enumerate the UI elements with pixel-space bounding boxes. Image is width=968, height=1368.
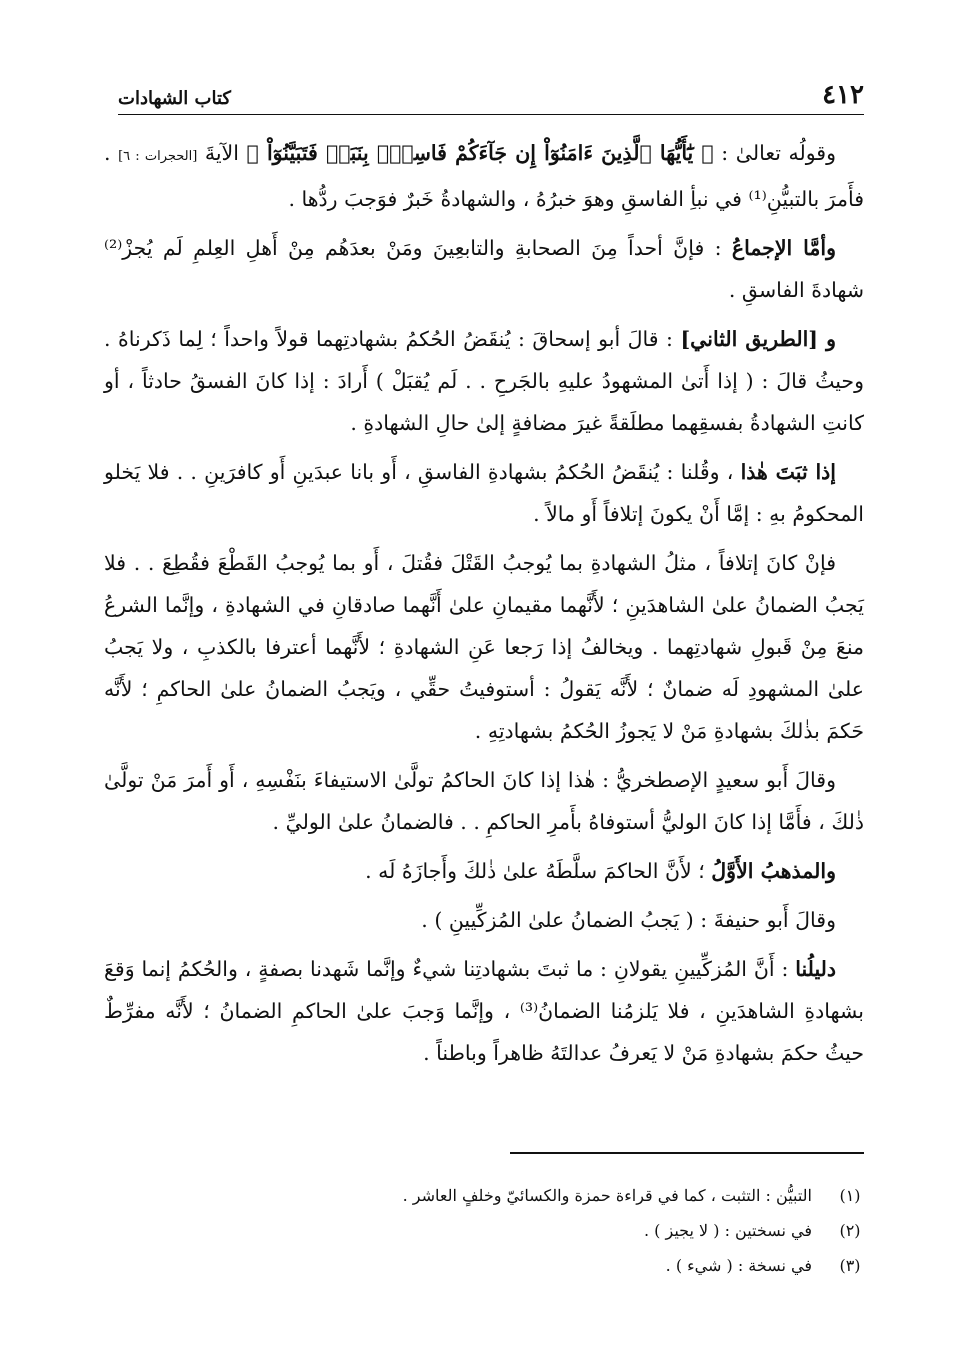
paragraph-quran-verse (104, 132, 864, 220)
footnote-divider (510, 1152, 864, 1154)
paragraph-ijma (104, 227, 864, 311)
footnote-number: (١) (839, 1186, 861, 1205)
book-title: كتاب الشهادات (118, 88, 231, 109)
paragraph-text: : أَنَّ المُزكِّيينِ يقولانِ : ما ثبتَ بشهادتِنا شيءٌ وإنَّما شَهدنا بصفةٍ ، والحُكمُ إنما وَقعَ بشهادةِ الشاهدَينِ ، فلا يَلزمُنا الضمانُ⁽³⁾ ، وإنَّما وَجبَ علىٰ الحاكمِ الضمانُ ؛ لأَنَّه مفرِّطٌ حيثُ حكمَ بشهادةِ مَنْ لا يَعرفُ عدالتَهُ ظاهراً وباطناً . (104, 957, 864, 1065)
paragraph-text: وقالَ أَبو حنيفةَ : ( يَجبُ الضمانُ علىٰ المُزكِّيينِ ) . (421, 908, 836, 932)
paragraph-lead: إذا ثبَتَ هٰذا (740, 460, 836, 484)
paragraph-text: فإنْ كانَ إتلافاً ، مثلُ الشهادةِ بما يُوجبُ القَتْلَ فقُتلَ ، أَو بما يُوجبُ القَطْعَ فقُطِعَ . . فلا يَجبُ الضمانُ علىٰ الشاهدَينِ ؛ لأَنَّهما مقيمانِ علىٰ أَنَّهما صادقانِ في الشهادةِ ، وإنَّما الشرعُ منعَ مِنْ قَبولِ شهادتِهما . ويخالفُ إذا رَجعا عَنِ الشهادةِ ؛ لأَنَّهما أعترفا بالكذبِ ، ولا يَجبُ علىٰ المشهودِ لَه ضمانٌ ؛ لأَنَّه يَقولُ : أستوفيتُ حقِّي ، ويَجبُ الضمانُ علىٰ الحاكمِ ؛ لأَنَّه حَكمَ بذٰلكَ بشهادةِ مَنْ لا يَجوزُ الحُكمُ بشهادتِهِ . (104, 551, 864, 743)
footnote-text: في نسختين : ( لا يجيز ) . (644, 1221, 812, 1240)
paragraph-lead: دليلُنا (795, 957, 836, 981)
footnote-item (104, 1213, 864, 1248)
paragraph-text: . فأَمرَ بالتبيُّنِ⁽¹⁾ في نبأِ الفاسقِ وهوَ خبرُهُ ، والشهادةُ خَبرٌ فوَجبَ ردُّها . (104, 141, 864, 211)
footnote-item (104, 1178, 864, 1213)
paragraph-evidence (104, 948, 864, 1074)
paragraph-istakhri (104, 759, 864, 843)
footnote-text: التبيُّن : التثبت ، كما في قراءة حمزة والكسائيّ وخلفٍ العاشر . (402, 1186, 812, 1205)
paragraph-text: : قالَ أبو إسحاقَ : يُنقَضُ الحُكمُ بشهادتِهما قولاً واحداً ؛ لِما ذَكرناهُ . وحيثُ قالَ : ( إذا أَتىٰ المشهودُ عليهِ بالجَرحِ . . لَم يُقبَلْ ) أَرادَ : إذا كانَ الفسقُ حادثاً ، أو كانتِ الشهادةُ بفسقِهما مطلَقةً غيرَ مضافةٍ إلىٰ حالِ الشهادةِ . (104, 327, 864, 435)
quran-verse: ﴿ يَٰٓأَيُّهَا ٱلَّذِينَ ءَامَنُوٓاْ إِن جَآءَكُمْ فَاسِقٌۢ بِنَبَإٖ فَتَبَيَّنُوٓاْ ﴾ (246, 141, 714, 165)
paragraph-if-established (104, 451, 864, 535)
paragraph-text: : فإنَّ أحداً مِنَ الصحابةِ والتابعِينَ ومَنْ بعدَهُم مِنْ أَهلِ العِلمِ لَم يُجزْ⁽²⁾ شهادةَ الفاسقِ . (104, 236, 864, 302)
verse-tag: الآيةَ (197, 141, 247, 165)
page-number: ٤١٢ (822, 80, 864, 110)
paragraph-lead: و [الطريق الثاني] (680, 327, 836, 351)
paragraph-lead: وأمَّا الإجماعُ (731, 236, 837, 260)
verse-reference: [الحجرات : ٦] (118, 149, 198, 164)
paragraph-destruction (104, 542, 864, 752)
paragraph-text: ، وقُلنا : يُنقَضُ الحُكمُ بشهادةِ الفاسقِ ، أَو بانا عبدَينِ أَو كافرَينِ . . فلا يَخلو المحكومُ بهِ : إمَّا أَنْ يكونَ إتلافاً أَو مالاً . (104, 460, 864, 526)
paragraph-text: وقالَ أَبو سعيدٍ الإصطخريُّ : هٰذا إذا كانَ الحاكمُ تولَّىٰ الاستيفاءَ بنَفْسِهِ ، أَو أَمرَ مَنْ تولَّىٰ ذٰلكَ ، فأَمَّا إذا كانَ الوليُّ أستوفاهُ بأَمرِ الحاكمِ . . فالضمانُ علىٰ الوليِّ . (104, 768, 864, 834)
footnote-number: (٢) (839, 1221, 861, 1240)
paragraph-text: ؛ لأَنَّ الحاكمَ سلَّطَهُ علىٰ ذٰلكَ وأَجازَهُ لَه . (365, 859, 712, 883)
footnote-item (104, 1248, 864, 1283)
paragraph-intro: وقولُه تعالىٰ : (713, 141, 837, 165)
paragraph-madhhab (104, 850, 864, 892)
paragraph-abu-hanifa (104, 899, 864, 941)
footnote-text: في نسخة : ( شيء ) . (665, 1256, 812, 1275)
main-text (104, 128, 864, 1081)
paragraph-second-path (104, 318, 864, 444)
footnotes (104, 1178, 864, 1283)
page-header (118, 72, 864, 115)
paragraph-lead: والمذهبُ الأَوَّلُ (711, 859, 836, 883)
footnote-number: (٣) (839, 1256, 861, 1275)
